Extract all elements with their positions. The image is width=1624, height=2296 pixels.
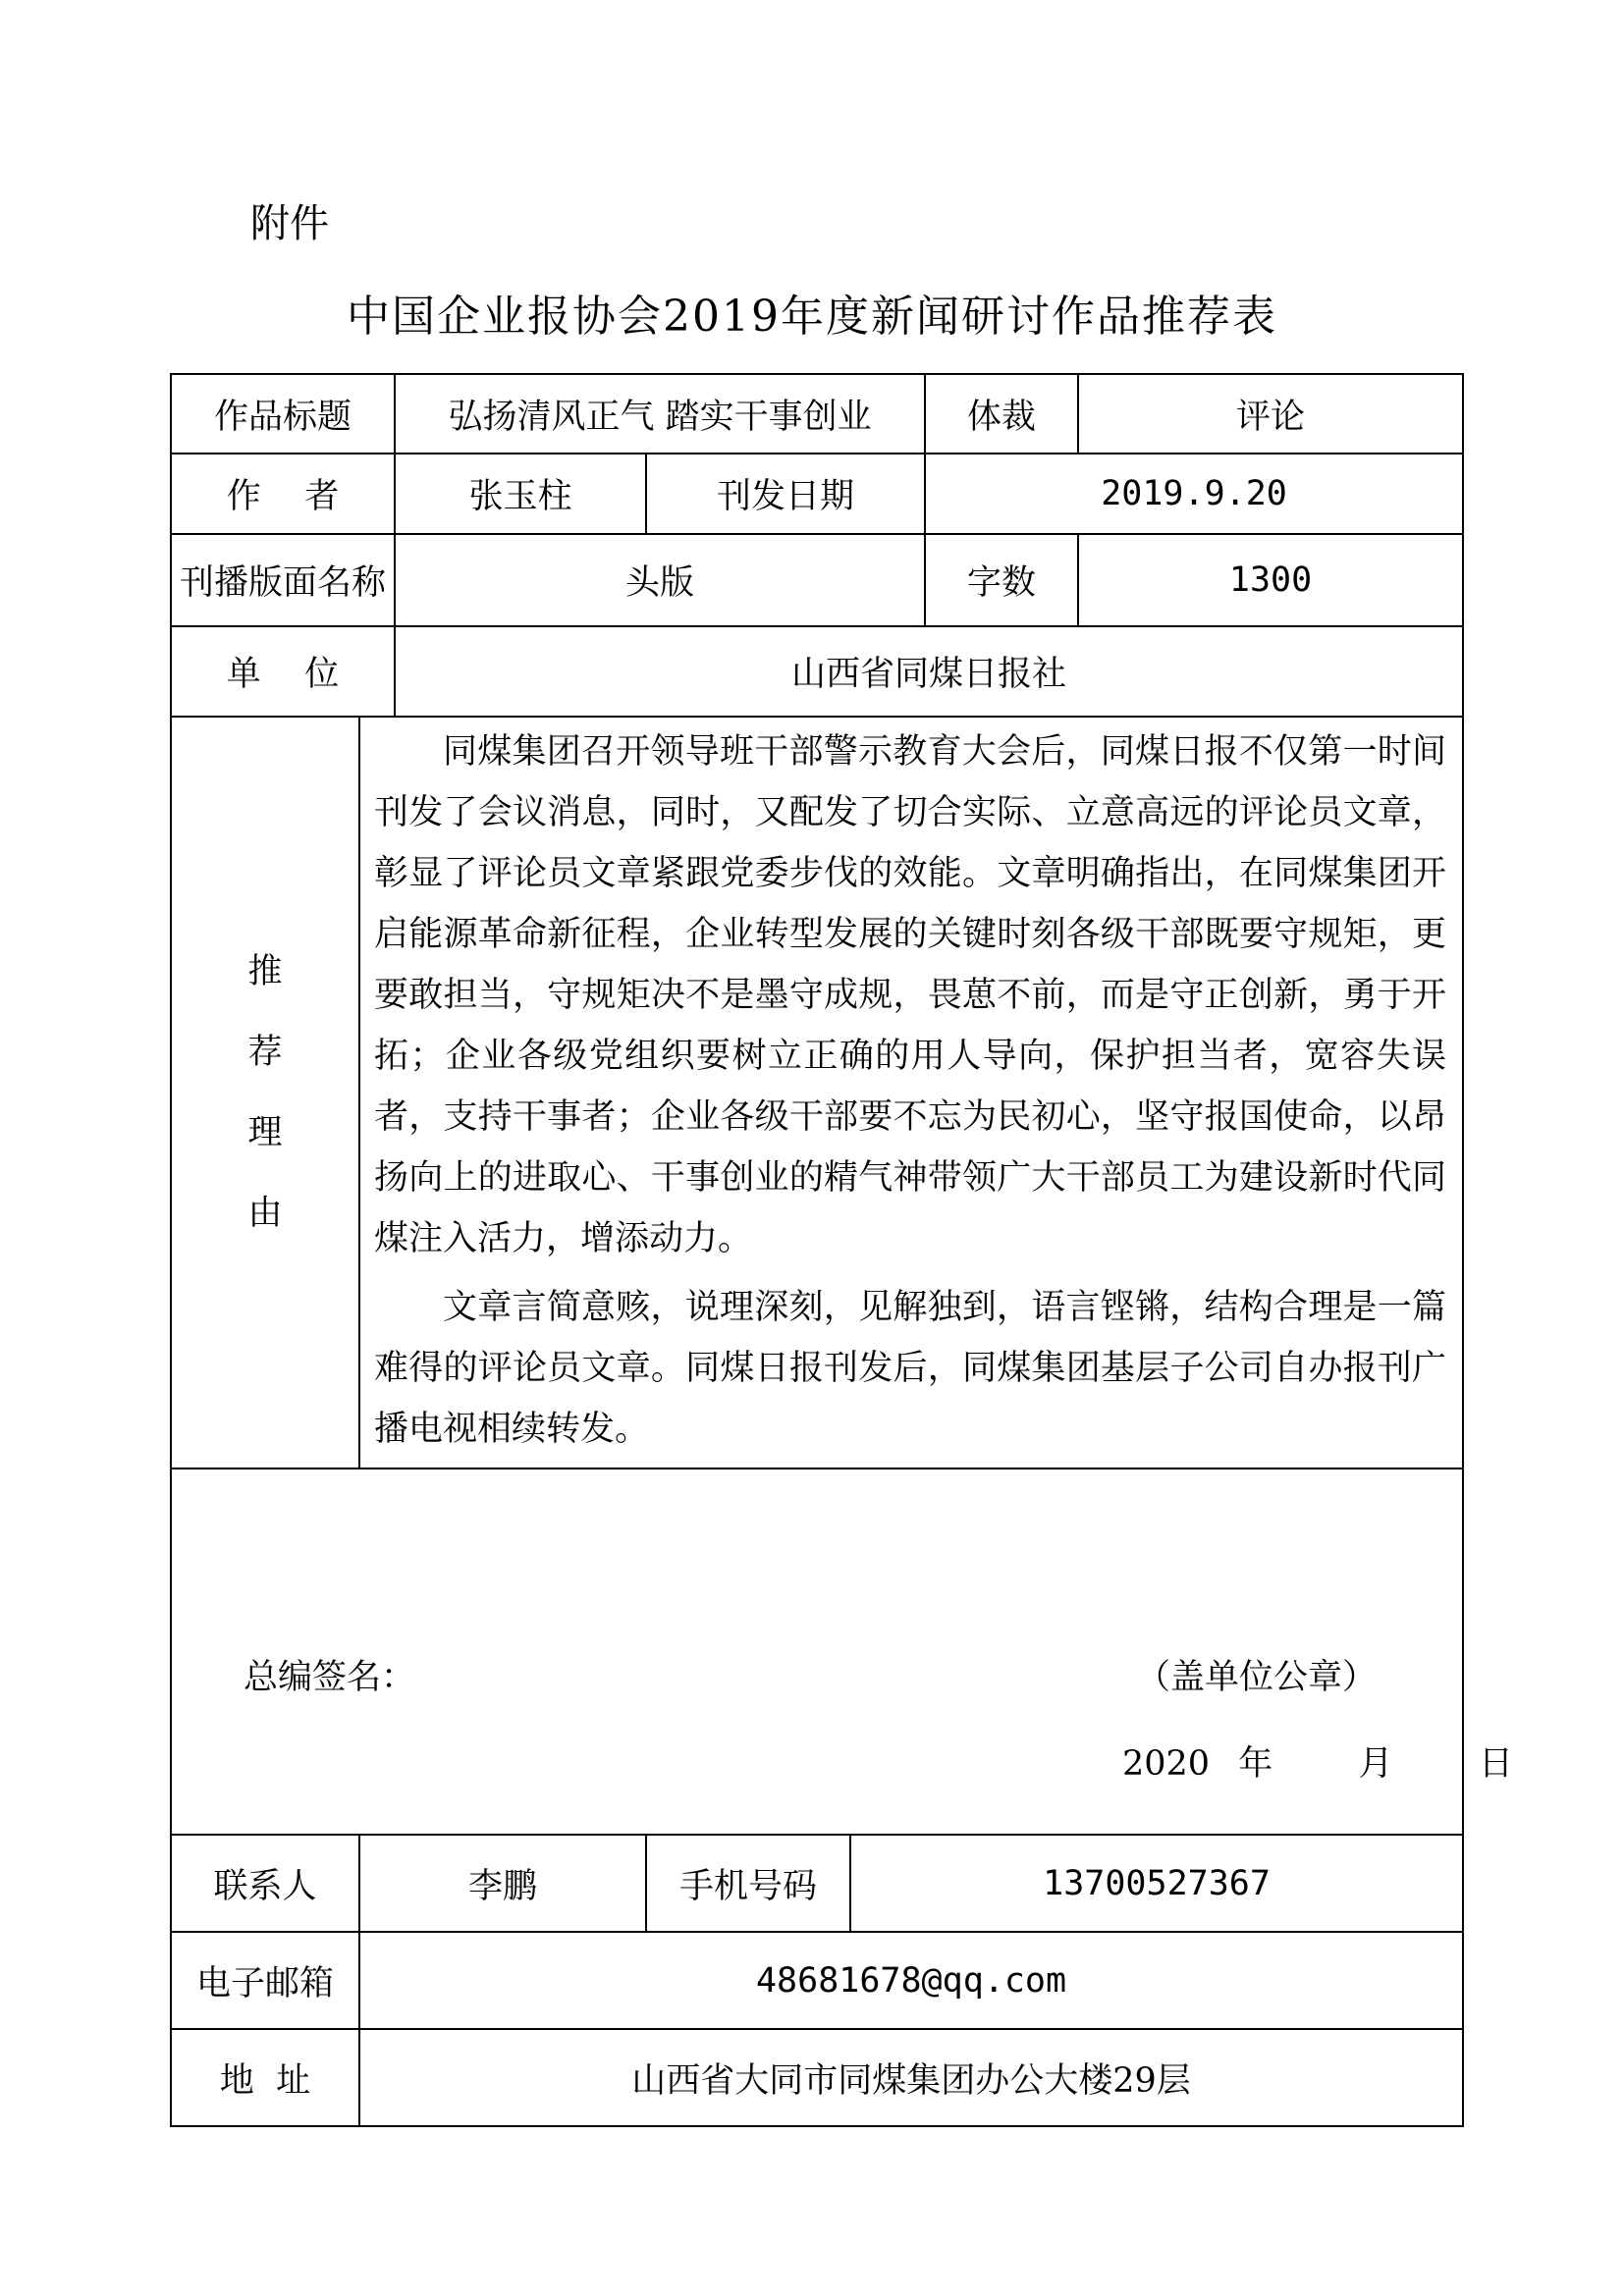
unit-value: 山西省同煤日报社: [395, 626, 1463, 717]
seal-note: （盖单位公章）: [1136, 1658, 1378, 1697]
row-reason: [171, 717, 1463, 1468]
phone-value: 13700527367: [850, 1835, 1463, 1932]
unit-label: 单 位: [171, 626, 395, 717]
work-title-label: 作品标题: [171, 374, 395, 454]
reason-paragraph: 文章言简意赅，说理深刻，见解独到，语言铿锵，结构合理是一篇难得的评论员文章。同煤日报刊发后，同煤集团基层子公司自办报刊广播电视相续转发。: [374, 1288, 1447, 1449]
reason-paragraph: 同煤集团召开领导班干部警示教育大会后，同煤日报不仅第一时间刊发了会议消息，同时，又配发了切合实际、立意高远的评论员文章，彰显了评论员文章紧跟党委步伐的效能。文章明确指出，在同煤集团开启能源革命新征程，企业转型发展的关键时刻各级干部既要守规矩，更要敢担当，守规矩决不是墨守成规，畏葸不前，而是守正创新，勇于开拓；企业各级党组织要树立正确的用人导向，保护担当者，宽容失误者，支持干事者；企业各级干部要不忘为民初心，坚守报国使命，以昂扬向上的进取心、干事创业的精气神带领广大干部员工为建设新时代同煤注入活力，增添动力。: [374, 732, 1447, 1258]
email-value: 48681678@qq.com: [359, 1932, 1463, 2029]
signature-area: [171, 1468, 1513, 1835]
row-work-title: [171, 374, 1463, 454]
row-address: [171, 2029, 1463, 2126]
address-label: 地 址: [171, 2029, 359, 2126]
contact-label: 联系人: [171, 1835, 359, 1932]
word-count-label: 字数: [925, 534, 1078, 626]
reason-label-char: 荐: [247, 1033, 283, 1072]
page-name-label: 刊播版面名称: [171, 534, 395, 626]
row-contact: [171, 1835, 1463, 1932]
editor-signature-label: 总编签名：: [244, 1658, 416, 1697]
recommendation-form: [170, 373, 1513, 2127]
author-value: 张玉柱: [395, 454, 646, 534]
work-title-value: 弘扬清风正气 踏实干事创业: [395, 374, 925, 454]
document-title: 中国企业报协会2019年度新闻研讨作品推荐表: [347, 292, 1277, 342]
email-label: 电子邮箱: [171, 1932, 359, 2029]
attachment-label: 附件: [250, 201, 329, 246]
contact-value: 李鹏: [359, 1835, 646, 1932]
row-email: [171, 1932, 1463, 2029]
row-unit: [171, 626, 1463, 717]
row-signature: [171, 1468, 1463, 1835]
reason-label-char: 理: [247, 1113, 283, 1152]
reason-label-char: 由: [247, 1194, 283, 1233]
address-value: 山西省大同市同煤集团办公大楼29层: [359, 2029, 1463, 2126]
publish-date-value: 2019.9.20: [925, 454, 1463, 534]
reason-label-char: 推: [247, 952, 283, 991]
sign-date: 2020 年 月 日: [1122, 1744, 1513, 1784]
publish-date-label: 刊发日期: [646, 454, 925, 534]
genre-label: 体裁: [925, 374, 1078, 454]
row-page-name: [171, 534, 1463, 626]
word-count-value: 1300: [1078, 534, 1463, 626]
reason-text: [359, 717, 1463, 1468]
genre-value: 评论: [1078, 374, 1463, 454]
phone-label: 手机号码: [646, 1835, 850, 1932]
author-label: 作 者: [171, 454, 395, 534]
row-author: [171, 454, 1463, 534]
reason-label: [171, 717, 359, 1468]
page-name-value: 头版: [395, 534, 925, 626]
